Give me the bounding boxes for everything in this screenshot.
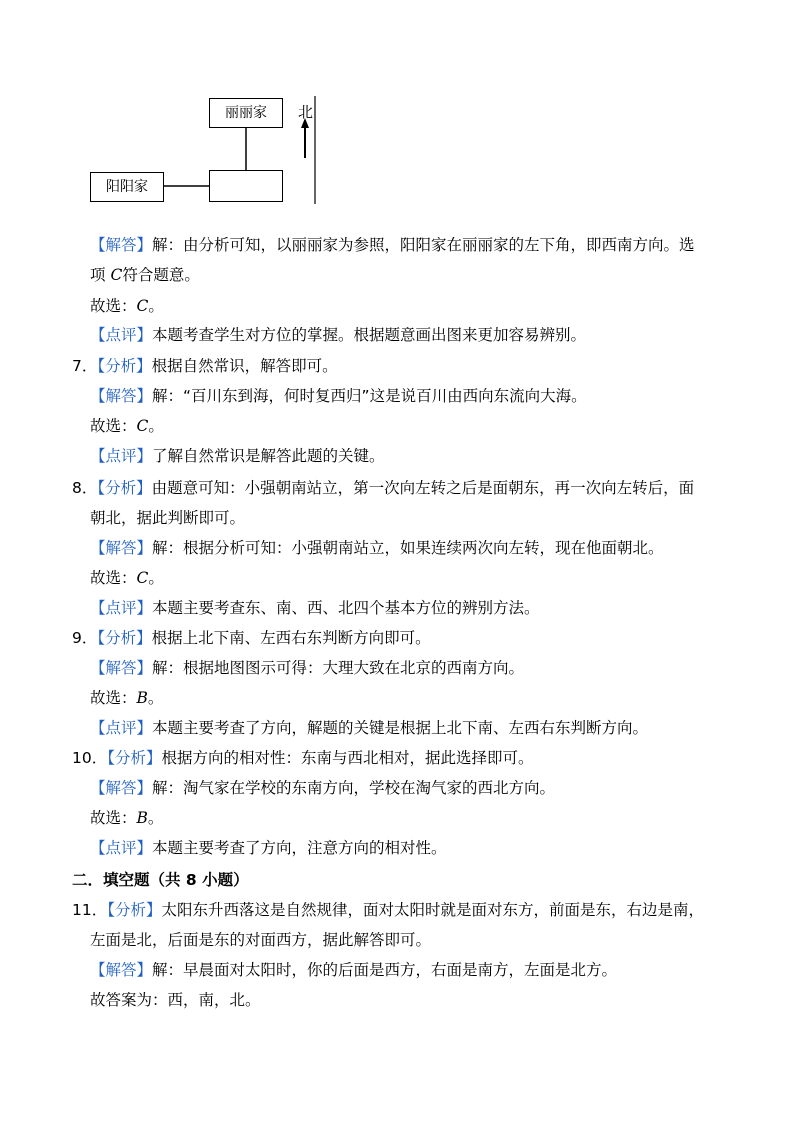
q6-answer-line-1: 【解答】解：由分析可知，以丽丽家为参照，阳阳家在丽丽家的左下角，即西南方向。选: [90, 236, 695, 254]
q8-comment: 【点评】本题主要考查东、南、西、北四个基本方位的辨别方法。: [90, 599, 540, 617]
answer-tag: 【解答】: [90, 779, 153, 797]
diagram-lines: [0, 0, 330, 210]
q8-analysis-line-2: 朝北，据此判断即可。: [90, 509, 246, 527]
answer-tag: 【解答】: [90, 659, 153, 677]
north-arrow-icon: [301, 118, 309, 158]
yangyang-home-box: 阳阳家: [90, 172, 164, 202]
q10-comment: 【点评】本题主要考查了方向，注意方向的相对性。: [90, 839, 447, 857]
analysis-tag: 【分析】: [107, 901, 162, 919]
q6-answer-line-2: 项 C符合题意。: [90, 266, 200, 284]
q6-choose: 故选：C。: [90, 297, 164, 315]
comment-tag: 【点评】: [90, 447, 153, 465]
comment-tag: 【点评】: [90, 326, 153, 344]
answer-tag: 【解答】: [90, 539, 153, 557]
q6-comment: 【点评】本题考查学生对方位的掌握。根据题意画出图来更加容易辨别。: [90, 326, 587, 344]
q11-answer: 【解答】解：早晨面对太阳时，你的后面是西方，右面是南方，左面是北方。: [90, 961, 618, 979]
q10-analysis: 10．【分析】根据方向的相对性：东南与西北相对，据此选择即可。: [72, 749, 534, 767]
comment-tag: 【点评】: [90, 719, 153, 737]
comment-tag: 【点评】: [90, 599, 153, 617]
q9-choose: 故选：B。: [90, 689, 164, 707]
q9-analysis: 9．【分析】根据上北下南、左西右东判断方向即可。: [72, 629, 431, 647]
lili-home-box: 丽丽家: [209, 98, 283, 128]
comment-tag: 【点评】: [90, 839, 153, 857]
q7-choose: 故选：C。: [90, 417, 164, 435]
q11-analysis-line-2: 左面是北，后面是东的对面西方，据此解答即可。: [90, 931, 432, 949]
analysis-tag: 【分析】: [97, 479, 152, 497]
q10-choose: 故选：B。: [90, 809, 164, 827]
q8-choose: 故选：C。: [90, 569, 164, 587]
q7-comment: 【点评】了解自然常识是解答此题的关键。: [90, 447, 385, 465]
answer-tag: 【解答】: [90, 961, 153, 979]
q7-analysis: 7．【分析】根据自然常识，解答即可。: [72, 357, 338, 375]
answer-tag: 【解答】: [90, 387, 153, 405]
q9-comment: 【点评】本题主要考查了方向，解题的关键是根据上北下南、左西右东判断方向。: [90, 719, 649, 737]
answer-tag: 【解答】: [90, 236, 153, 254]
section-title: 二．填空题（共 8 小题）: [72, 871, 249, 889]
q11-fill-answer: 故答案为：西，南，北。: [90, 991, 261, 1009]
q8-analysis-line-1: 8．【分析】由题意可知：小强朝南站立，第一次向左转之后是面朝东，再一次向左转后，面: [72, 479, 695, 497]
q11-analysis-line-1: 11．【分析】太阳东升西落这是自然规律，面对太阳时就是面对东方，前面是东，右边是南，: [72, 901, 705, 919]
analysis-tag: 【分析】: [107, 749, 162, 767]
q10-answer: 【解答】解：淘气家在学校的东南方向，学校在淘气家的西北方向。: [90, 779, 556, 797]
north-label: 北: [298, 103, 314, 121]
analysis-tag: 【分析】: [97, 357, 152, 375]
analysis-tag: 【分析】: [97, 629, 152, 647]
q9-answer: 【解答】解：根据地图图示可得：大理大致在北京的西南方向。: [90, 659, 525, 677]
q7-answer: 【解答】解：“百川东到海，何时复西归”这是说百川由西向东流向大海。: [90, 387, 587, 405]
q8-answer: 【解答】解：根据分析可知：小强朝南站立，如果连续两次向左转，现在他面朝北。: [90, 539, 664, 557]
